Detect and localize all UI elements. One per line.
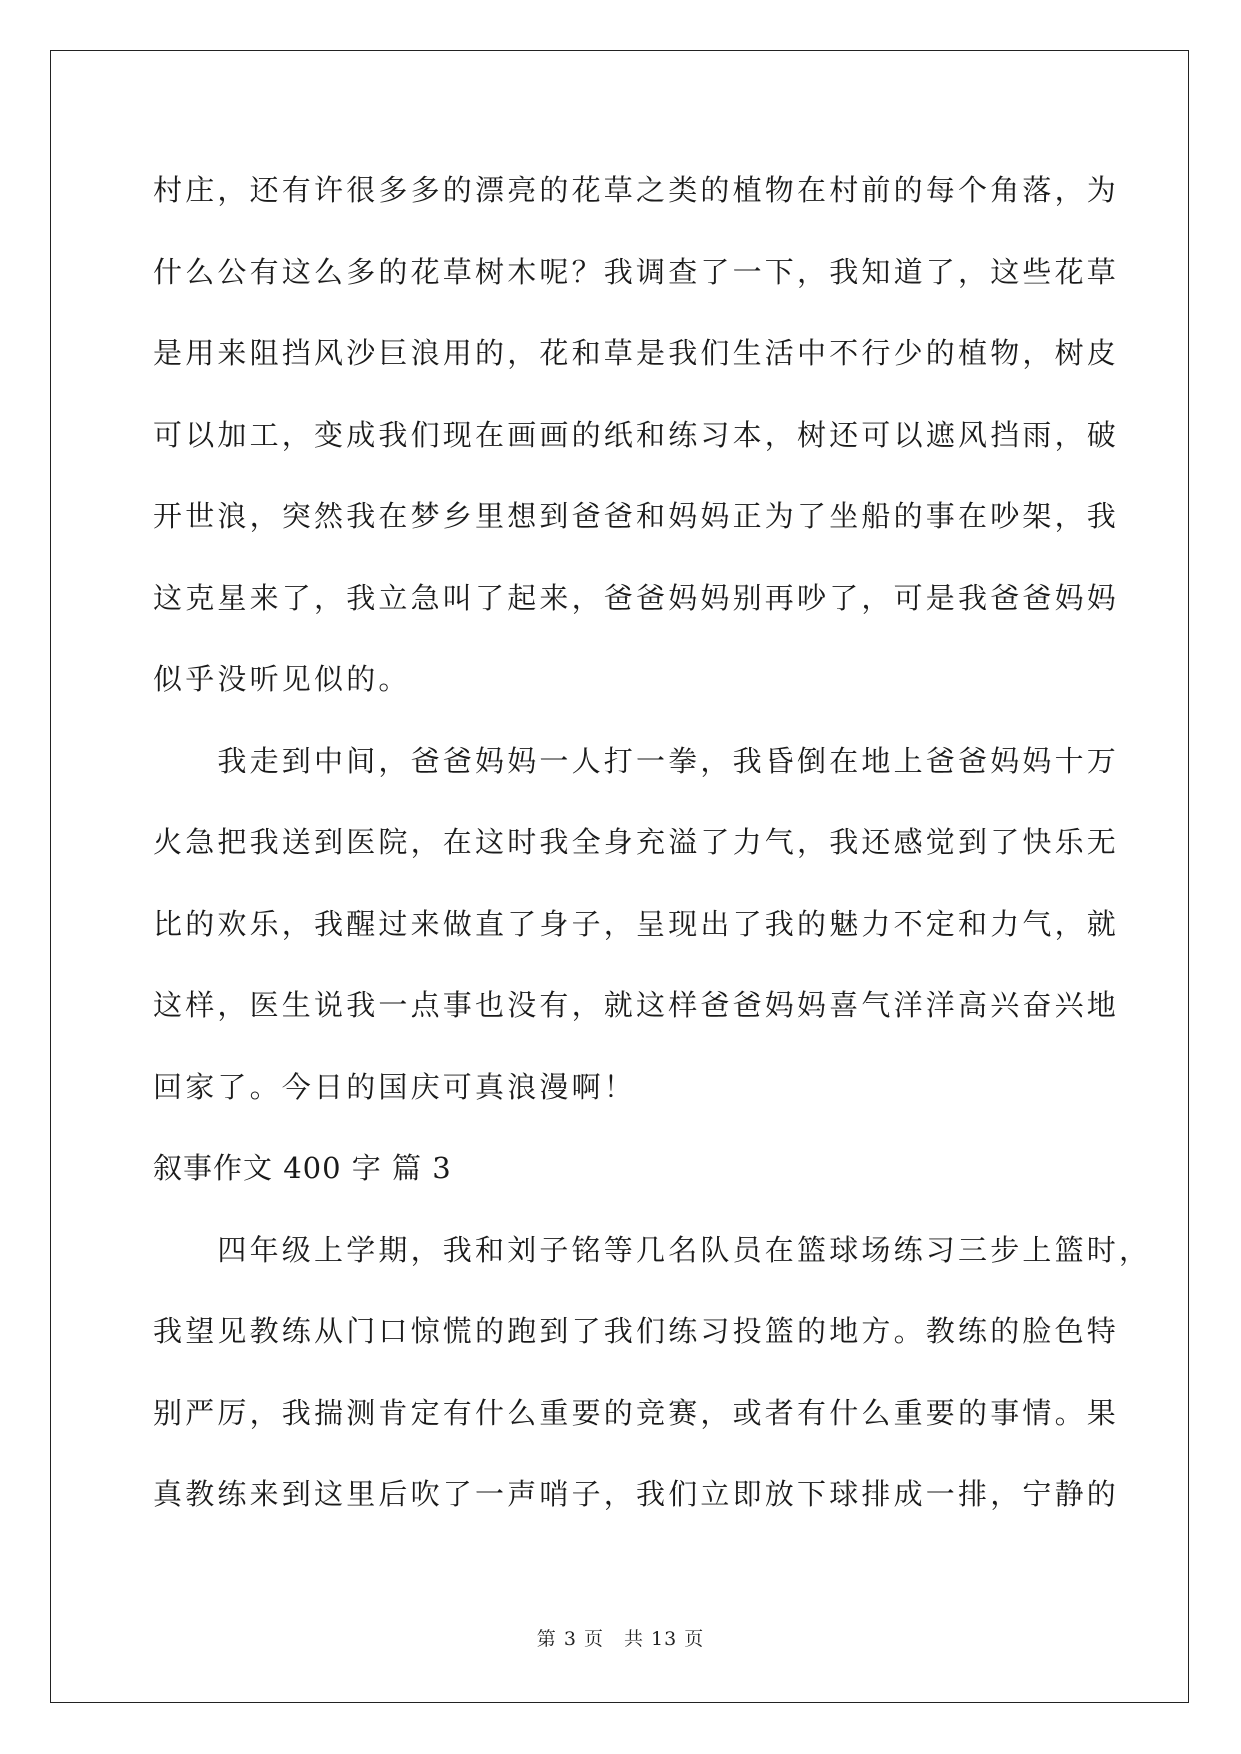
document-body bbox=[153, 170, 1152, 1556]
text-line: 可以加工，变成我们现在画画的纸和练习本，树还可以遮风挡雨，破 bbox=[153, 417, 1120, 452]
text-line: 村庄，还有许很多多的漂亮的花草之类的植物在村前的每个角落，为 bbox=[153, 173, 1120, 207]
text-line: 回家了。今日的国庆可真浪漫啊！ bbox=[153, 1069, 637, 1104]
text-line: 是用来阻挡风沙巨浪用的，花和草是我们生活中不行少的植物，树皮 bbox=[153, 336, 1120, 370]
text-line: 我望见教练从门口惊慌的跑到了我们练习投篮的地方。教练的脸色特 bbox=[153, 1314, 1120, 1348]
text-line: 火急把我送到医院，在这时我全身充溢了力气，我还感觉到了快乐无 bbox=[153, 825, 1120, 859]
page-number-footer: 第 3 页 共 13 页 bbox=[536, 1628, 705, 1650]
text-line: 开世浪，突然我在梦乡里想到爸爸和妈妈正为了坐船的事在吵架，我 bbox=[153, 499, 1120, 533]
text-line: 我走到中间，爸爸妈妈一人打一拳，我昏倒在地上爸爸妈妈十万 bbox=[153, 743, 1120, 778]
text-line: 别严厉，我揣测肯定有什么重要的竞赛，或者有什么重要的事情。果 bbox=[153, 1395, 1120, 1430]
text-line: 四年级上学期，我和刘子铭等几名队员在篮球场练习三步上篮时， bbox=[153, 1232, 1152, 1267]
text-line: 真教练来到这里后吹了一声哨子，我们立即放下球排成一排，宁静的 bbox=[153, 1477, 1120, 1511]
text-line: 这样，医生说我一点事也没有，就这样爸爸妈妈喜气洋洋高兴奋兴地 bbox=[153, 988, 1120, 1022]
section-heading: 叙事作文 400 字 篇 3 bbox=[153, 1151, 452, 1185]
text-line: 比的欢乐，我醒过来做直了身子，呈现出了我的魅力不定和力气，就 bbox=[153, 906, 1120, 941]
text-line: 什么公有这么多的花草树木呢？我调查了一下，我知道了，这些花草 bbox=[153, 254, 1120, 289]
text-line: 似乎没听见似的。 bbox=[153, 662, 411, 696]
text-line: 这克星来了，我立急叫了起来，爸爸妈妈别再吵了，可是我爸爸妈妈 bbox=[153, 580, 1120, 615]
